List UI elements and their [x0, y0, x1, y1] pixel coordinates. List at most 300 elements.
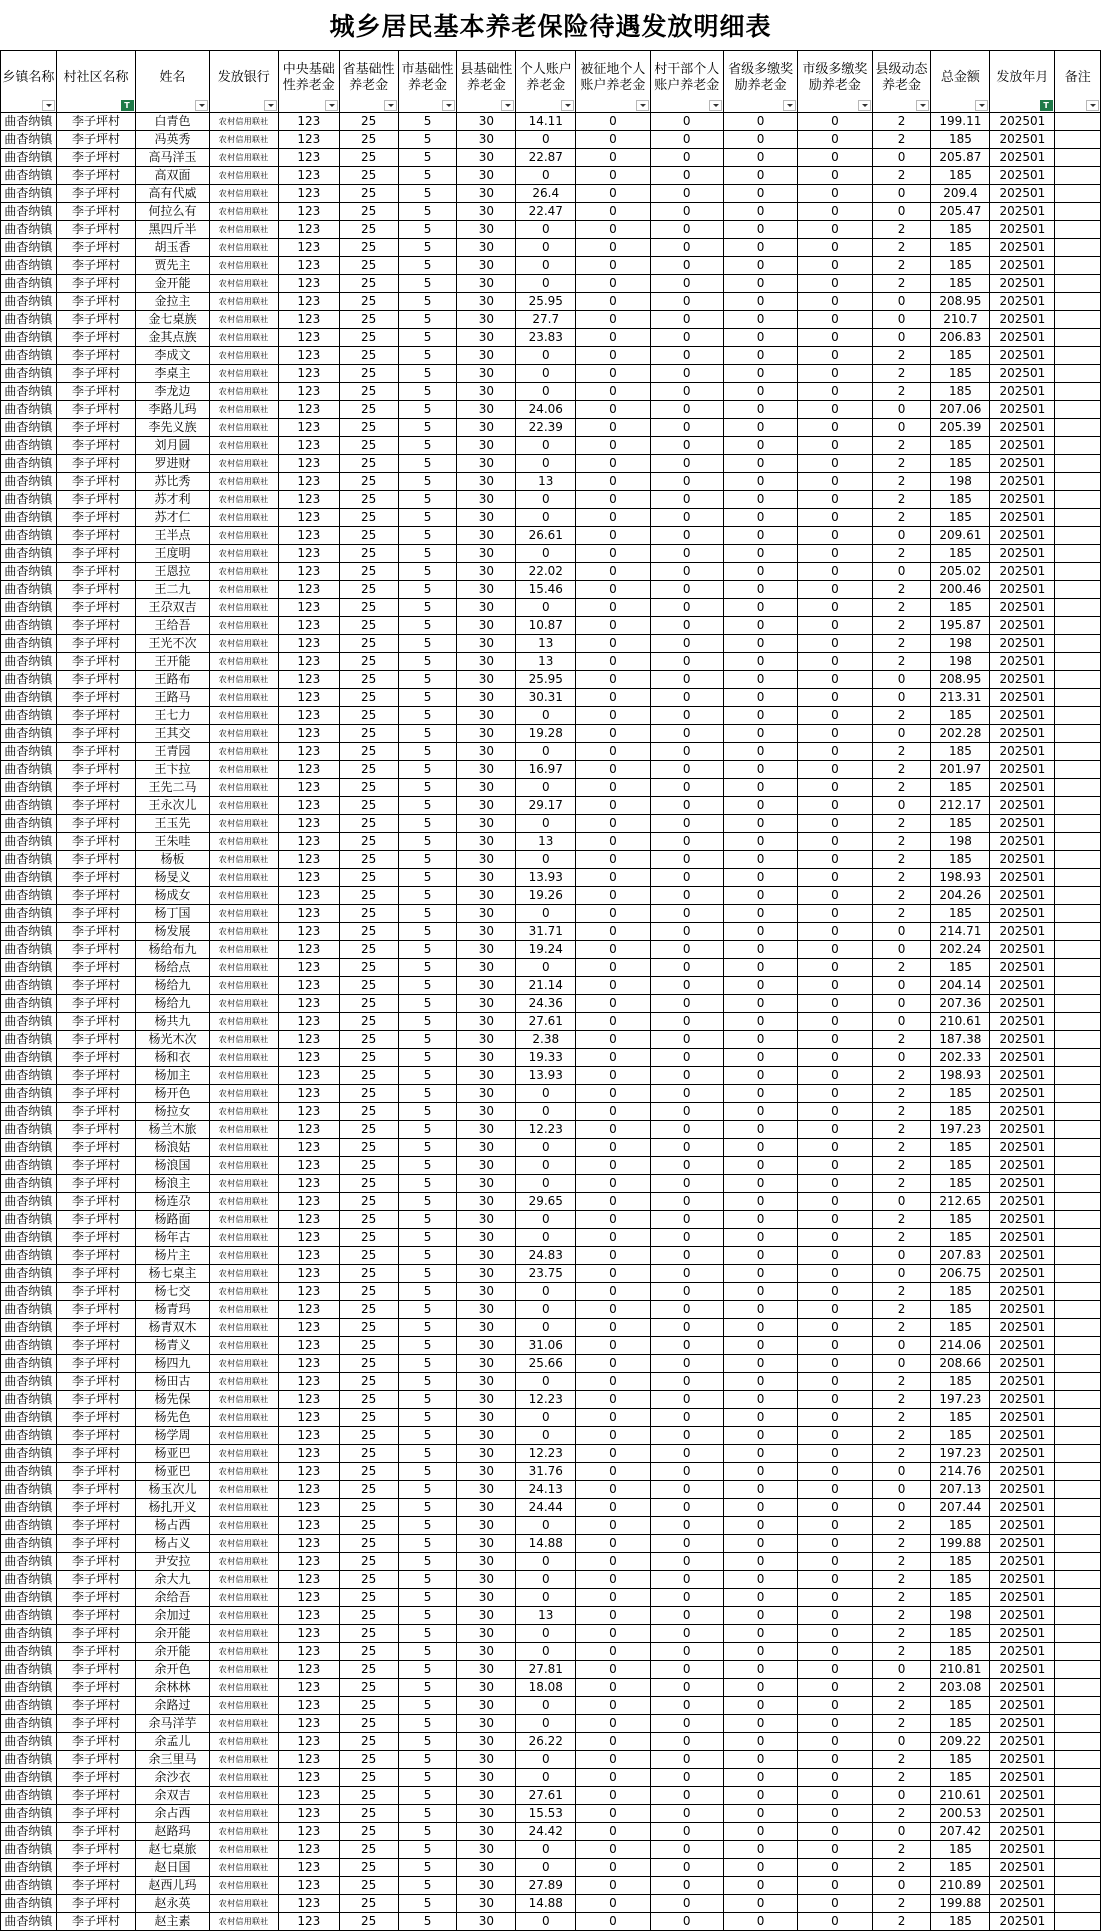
- filter-active-icon[interactable]: [121, 100, 134, 111]
- table-cell[interactable]: 0: [516, 1697, 576, 1715]
- table-cell[interactable]: [1055, 1481, 1101, 1499]
- table-cell[interactable]: 0: [723, 1319, 797, 1337]
- table-cell[interactable]: 杨占西: [136, 1517, 209, 1535]
- table-cell[interactable]: 李子坪村: [56, 995, 136, 1013]
- table-cell[interactable]: 202501: [990, 689, 1055, 707]
- table-cell[interactable]: 0: [576, 1733, 650, 1751]
- table-cell[interactable]: 30: [457, 419, 516, 437]
- table-cell[interactable]: 202501: [990, 1697, 1055, 1715]
- table-cell[interactable]: 123: [278, 455, 339, 473]
- table-cell[interactable]: 0: [650, 725, 723, 743]
- table-cell[interactable]: 202501: [990, 1265, 1055, 1283]
- table-cell[interactable]: 李子坪村: [56, 671, 136, 689]
- table-cell[interactable]: 李子坪村: [56, 1589, 136, 1607]
- table-cell[interactable]: 2: [872, 1103, 931, 1121]
- table-cell[interactable]: 2.38: [516, 1031, 576, 1049]
- table-cell[interactable]: 曲杳纳镇: [1, 743, 57, 761]
- table-cell[interactable]: 2: [872, 239, 931, 257]
- table-cell[interactable]: 123: [278, 1643, 339, 1661]
- table-cell[interactable]: 202501: [990, 1139, 1055, 1157]
- table-cell[interactable]: 25: [339, 1553, 398, 1571]
- table-cell[interactable]: [1055, 185, 1101, 203]
- table-cell[interactable]: 30: [457, 1679, 516, 1697]
- table-cell[interactable]: 曲杳纳镇: [1, 1355, 57, 1373]
- table-cell[interactable]: 25: [339, 1139, 398, 1157]
- table-cell[interactable]: 123: [278, 689, 339, 707]
- table-cell[interactable]: 金其点族: [136, 329, 209, 347]
- table-cell[interactable]: 李子坪村: [56, 1301, 136, 1319]
- table-cell[interactable]: 0: [576, 1301, 650, 1319]
- table-cell[interactable]: 202501: [990, 869, 1055, 887]
- table-cell[interactable]: 0: [516, 1085, 576, 1103]
- table-cell[interactable]: 曲杳纳镇: [1, 653, 57, 671]
- table-cell[interactable]: 0: [576, 1373, 650, 1391]
- table-cell[interactable]: 2: [872, 653, 931, 671]
- table-cell[interactable]: 李子坪村: [56, 167, 136, 185]
- table-cell[interactable]: 5: [398, 1787, 457, 1805]
- table-cell[interactable]: 123: [278, 1391, 339, 1409]
- table-cell[interactable]: 25: [339, 1769, 398, 1787]
- table-cell[interactable]: 5: [398, 1715, 457, 1733]
- table-cell[interactable]: 0: [650, 275, 723, 293]
- table-cell[interactable]: 0: [723, 1427, 797, 1445]
- table-cell[interactable]: 王给吾: [136, 617, 209, 635]
- table-cell[interactable]: 5: [398, 1085, 457, 1103]
- table-cell[interactable]: 25: [339, 1373, 398, 1391]
- table-cell[interactable]: 刘月圆: [136, 437, 209, 455]
- table-cell[interactable]: 曲杳纳镇: [1, 1751, 57, 1769]
- table-cell[interactable]: 123: [278, 833, 339, 851]
- table-cell[interactable]: 李子坪村: [56, 1373, 136, 1391]
- table-cell[interactable]: 0: [650, 941, 723, 959]
- table-cell[interactable]: 0: [650, 329, 723, 347]
- table-cell[interactable]: 30: [457, 1877, 516, 1895]
- table-cell[interactable]: 123: [278, 1283, 339, 1301]
- table-cell[interactable]: 农村信用联社: [209, 1373, 278, 1391]
- table-cell[interactable]: 0: [650, 689, 723, 707]
- table-cell[interactable]: 农村信用联社: [209, 1715, 278, 1733]
- table-cell[interactable]: 0: [576, 347, 650, 365]
- table-cell[interactable]: 30: [457, 527, 516, 545]
- table-cell[interactable]: 2: [872, 491, 931, 509]
- table-cell[interactable]: 0: [723, 455, 797, 473]
- table-cell[interactable]: 农村信用联社: [209, 1535, 278, 1553]
- table-cell[interactable]: 25: [339, 1661, 398, 1679]
- table-cell[interactable]: 25: [339, 275, 398, 293]
- table-cell[interactable]: 0: [798, 1085, 872, 1103]
- table-cell[interactable]: 0: [650, 977, 723, 995]
- table-cell[interactable]: 0: [723, 887, 797, 905]
- table-cell[interactable]: 209.61: [931, 527, 990, 545]
- table-cell[interactable]: 杨发展: [136, 923, 209, 941]
- table-cell[interactable]: 0: [576, 635, 650, 653]
- table-cell[interactable]: 0: [872, 419, 931, 437]
- table-cell[interactable]: 123: [278, 563, 339, 581]
- table-cell[interactable]: 0: [576, 1085, 650, 1103]
- table-cell[interactable]: 30: [457, 1481, 516, 1499]
- table-cell[interactable]: 5: [398, 1049, 457, 1067]
- table-cell[interactable]: 农村信用联社: [209, 1085, 278, 1103]
- table-cell[interactable]: 曲杳纳镇: [1, 509, 57, 527]
- table-cell[interactable]: 0: [576, 653, 650, 671]
- table-cell[interactable]: 0: [650, 617, 723, 635]
- table-cell[interactable]: 5: [398, 131, 457, 149]
- table-cell[interactable]: 李子坪村: [56, 1337, 136, 1355]
- table-cell[interactable]: 2: [872, 1175, 931, 1193]
- table-cell[interactable]: 0: [576, 1211, 650, 1229]
- table-cell[interactable]: 202501: [990, 527, 1055, 545]
- table-cell[interactable]: 5: [398, 1517, 457, 1535]
- table-cell[interactable]: 农村信用联社: [209, 419, 278, 437]
- table-cell[interactable]: 0: [650, 581, 723, 599]
- table-cell[interactable]: 202501: [990, 923, 1055, 941]
- table-cell[interactable]: 25: [339, 1355, 398, 1373]
- table-cell[interactable]: 123: [278, 1103, 339, 1121]
- table-cell[interactable]: 202501: [990, 1049, 1055, 1067]
- table-cell[interactable]: 李子坪村: [56, 1085, 136, 1103]
- table-cell[interactable]: [1055, 1031, 1101, 1049]
- table-cell[interactable]: 2: [872, 1715, 931, 1733]
- table-cell[interactable]: 曲杳纳镇: [1, 1841, 57, 1859]
- table-cell[interactable]: 185: [931, 1859, 990, 1877]
- table-cell[interactable]: 30: [457, 1175, 516, 1193]
- table-cell[interactable]: 杨亚巴: [136, 1463, 209, 1481]
- table-cell[interactable]: 曲杳纳镇: [1, 329, 57, 347]
- table-cell[interactable]: 李子坪村: [56, 527, 136, 545]
- table-cell[interactable]: 214.06: [931, 1337, 990, 1355]
- table-cell[interactable]: 25: [339, 1409, 398, 1427]
- table-cell[interactable]: 0: [723, 761, 797, 779]
- table-cell[interactable]: 5: [398, 1265, 457, 1283]
- table-cell[interactable]: 202501: [990, 113, 1055, 131]
- table-cell[interactable]: 22.39: [516, 419, 576, 437]
- table-cell[interactable]: 0: [576, 671, 650, 689]
- table-cell[interactable]: 曲杳纳镇: [1, 617, 57, 635]
- table-cell[interactable]: 农村信用联社: [209, 761, 278, 779]
- table-cell[interactable]: 123: [278, 1355, 339, 1373]
- table-cell[interactable]: 0: [650, 1607, 723, 1625]
- table-cell[interactable]: 25: [339, 491, 398, 509]
- table-cell[interactable]: 农村信用联社: [209, 347, 278, 365]
- table-cell[interactable]: 农村信用联社: [209, 1103, 278, 1121]
- table-cell[interactable]: 0: [723, 1787, 797, 1805]
- table-cell[interactable]: 0: [872, 563, 931, 581]
- table-cell[interactable]: 2: [872, 1913, 931, 1931]
- table-cell[interactable]: 农村信用联社: [209, 869, 278, 887]
- table-cell[interactable]: 农村信用联社: [209, 1193, 278, 1211]
- table-cell[interactable]: 123: [278, 1175, 339, 1193]
- table-cell[interactable]: 曲杳纳镇: [1, 311, 57, 329]
- table-cell[interactable]: 曲杳纳镇: [1, 527, 57, 545]
- table-cell[interactable]: 24.83: [516, 1247, 576, 1265]
- table-cell[interactable]: 李子坪村: [56, 1193, 136, 1211]
- table-cell[interactable]: 30: [457, 221, 516, 239]
- table-cell[interactable]: 0: [723, 977, 797, 995]
- table-cell[interactable]: 0: [576, 257, 650, 275]
- table-cell[interactable]: 李子坪村: [56, 1139, 136, 1157]
- table-cell[interactable]: 5: [398, 1553, 457, 1571]
- table-cell[interactable]: 202501: [990, 617, 1055, 635]
- table-cell[interactable]: 李子坪村: [56, 419, 136, 437]
- table-cell[interactable]: 曲杳纳镇: [1, 365, 57, 383]
- table-cell[interactable]: 2: [872, 707, 931, 725]
- table-cell[interactable]: 0: [576, 779, 650, 797]
- filter-dropdown-icon[interactable]: [636, 100, 649, 111]
- table-cell[interactable]: 0: [650, 1517, 723, 1535]
- table-cell[interactable]: 31.06: [516, 1337, 576, 1355]
- table-cell[interactable]: 0: [576, 1913, 650, 1931]
- table-cell[interactable]: 0: [516, 221, 576, 239]
- table-cell[interactable]: 李子坪村: [56, 1553, 136, 1571]
- table-cell[interactable]: 农村信用联社: [209, 293, 278, 311]
- table-cell[interactable]: 123: [278, 1607, 339, 1625]
- table-cell[interactable]: 19.26: [516, 887, 576, 905]
- table-cell[interactable]: 202501: [990, 131, 1055, 149]
- table-cell[interactable]: 王光不次: [136, 635, 209, 653]
- table-cell[interactable]: 李子坪村: [56, 1877, 136, 1895]
- table-cell[interactable]: 杨连尕: [136, 1193, 209, 1211]
- table-cell[interactable]: 0: [650, 923, 723, 941]
- table-cell[interactable]: 14.11: [516, 113, 576, 131]
- table-cell[interactable]: 25: [339, 167, 398, 185]
- table-cell[interactable]: 曲杳纳镇: [1, 1265, 57, 1283]
- table-cell[interactable]: 0: [650, 1103, 723, 1121]
- table-cell[interactable]: 2: [872, 1697, 931, 1715]
- table-cell[interactable]: 202501: [990, 1499, 1055, 1517]
- table-cell[interactable]: 曲杳纳镇: [1, 977, 57, 995]
- table-cell[interactable]: 0: [576, 1805, 650, 1823]
- table-cell[interactable]: 0: [723, 833, 797, 851]
- table-cell[interactable]: 185: [931, 545, 990, 563]
- table-cell[interactable]: 0: [723, 1733, 797, 1751]
- table-cell[interactable]: 曲杳纳镇: [1, 905, 57, 923]
- table-cell[interactable]: [1055, 1085, 1101, 1103]
- table-cell[interactable]: 207.44: [931, 1499, 990, 1517]
- table-cell[interactable]: 30: [457, 1121, 516, 1139]
- table-cell[interactable]: 0: [798, 581, 872, 599]
- table-cell[interactable]: 25: [339, 1787, 398, 1805]
- table-cell[interactable]: 2: [872, 851, 931, 869]
- table-cell[interactable]: 李子坪村: [56, 887, 136, 905]
- table-cell[interactable]: 0: [516, 1769, 576, 1787]
- table-cell[interactable]: 0: [516, 1229, 576, 1247]
- table-cell[interactable]: 26.22: [516, 1733, 576, 1751]
- table-cell[interactable]: [1055, 1445, 1101, 1463]
- table-cell[interactable]: [1055, 1103, 1101, 1121]
- table-cell[interactable]: 0: [516, 743, 576, 761]
- table-cell[interactable]: 0: [516, 455, 576, 473]
- table-cell[interactable]: 25: [339, 1049, 398, 1067]
- table-cell[interactable]: 2: [872, 833, 931, 851]
- table-cell[interactable]: 25: [339, 1499, 398, 1517]
- table-cell[interactable]: 农村信用联社: [209, 455, 278, 473]
- table-cell[interactable]: 李子坪村: [56, 365, 136, 383]
- table-cell[interactable]: 0: [650, 779, 723, 797]
- table-cell[interactable]: 曲杳纳镇: [1, 1409, 57, 1427]
- table-cell[interactable]: 余开能: [136, 1643, 209, 1661]
- table-cell[interactable]: 5: [398, 1571, 457, 1589]
- table-cell[interactable]: 123: [278, 1859, 339, 1877]
- table-cell[interactable]: 185: [931, 455, 990, 473]
- table-cell[interactable]: 曲杳纳镇: [1, 671, 57, 689]
- table-cell[interactable]: 197.23: [931, 1445, 990, 1463]
- table-cell[interactable]: 5: [398, 887, 457, 905]
- table-cell[interactable]: 曲杳纳镇: [1, 1769, 57, 1787]
- table-cell[interactable]: [1055, 743, 1101, 761]
- table-cell[interactable]: 185: [931, 1319, 990, 1337]
- table-cell[interactable]: 123: [278, 1427, 339, 1445]
- table-cell[interactable]: 0: [798, 455, 872, 473]
- table-cell[interactable]: 曲杳纳镇: [1, 1337, 57, 1355]
- table-cell[interactable]: 李子坪村: [56, 1661, 136, 1679]
- table-cell[interactable]: 123: [278, 1535, 339, 1553]
- table-cell[interactable]: 0: [516, 239, 576, 257]
- table-cell[interactable]: [1055, 1823, 1101, 1841]
- table-cell[interactable]: 李子坪村: [56, 905, 136, 923]
- table-cell[interactable]: 5: [398, 1067, 457, 1085]
- table-cell[interactable]: 25: [339, 257, 398, 275]
- table-cell[interactable]: 5: [398, 167, 457, 185]
- table-cell[interactable]: 25: [339, 851, 398, 869]
- table-cell[interactable]: 123: [278, 149, 339, 167]
- table-cell[interactable]: 0: [516, 1283, 576, 1301]
- table-cell[interactable]: 0: [798, 545, 872, 563]
- table-cell[interactable]: 185: [931, 1517, 990, 1535]
- table-cell[interactable]: 0: [798, 1715, 872, 1733]
- table-cell[interactable]: 5: [398, 599, 457, 617]
- table-cell[interactable]: 王度明: [136, 545, 209, 563]
- table-cell[interactable]: 0: [650, 1121, 723, 1139]
- table-cell[interactable]: 曲杳纳镇: [1, 1121, 57, 1139]
- table-cell[interactable]: 0: [516, 1751, 576, 1769]
- table-cell[interactable]: 5: [398, 743, 457, 761]
- table-cell[interactable]: 0: [872, 1877, 931, 1895]
- table-cell[interactable]: 5: [398, 1175, 457, 1193]
- table-cell[interactable]: 25: [339, 1427, 398, 1445]
- table-cell[interactable]: 赵路玛: [136, 1823, 209, 1841]
- table-cell[interactable]: 0: [798, 599, 872, 617]
- table-cell[interactable]: 202501: [990, 1589, 1055, 1607]
- table-cell[interactable]: 25: [339, 671, 398, 689]
- table-cell[interactable]: 202501: [990, 455, 1055, 473]
- table-cell[interactable]: 5: [398, 1733, 457, 1751]
- table-cell[interactable]: 杨亚巴: [136, 1445, 209, 1463]
- table-cell[interactable]: 0: [872, 1355, 931, 1373]
- table-cell[interactable]: 2: [872, 1229, 931, 1247]
- table-cell[interactable]: 农村信用联社: [209, 1229, 278, 1247]
- table-cell[interactable]: 5: [398, 1625, 457, 1643]
- table-cell[interactable]: 李子坪村: [56, 725, 136, 743]
- table-cell[interactable]: 0: [576, 1481, 650, 1499]
- table-cell[interactable]: 李子坪村: [56, 221, 136, 239]
- table-cell[interactable]: 0: [723, 293, 797, 311]
- table-cell[interactable]: 李子坪村: [56, 1733, 136, 1751]
- table-cell[interactable]: 曲杳纳镇: [1, 833, 57, 851]
- table-cell[interactable]: 25: [339, 149, 398, 167]
- table-cell[interactable]: 杨片主: [136, 1247, 209, 1265]
- table-cell[interactable]: 202501: [990, 401, 1055, 419]
- table-cell[interactable]: [1055, 1751, 1101, 1769]
- table-cell[interactable]: 202501: [990, 1013, 1055, 1031]
- table-cell[interactable]: 0: [650, 1139, 723, 1157]
- table-cell[interactable]: 23.75: [516, 1265, 576, 1283]
- table-cell[interactable]: 李子坪村: [56, 1481, 136, 1499]
- table-cell[interactable]: 农村信用联社: [209, 329, 278, 347]
- table-cell[interactable]: 0: [723, 1265, 797, 1283]
- table-cell[interactable]: 李子坪村: [56, 1067, 136, 1085]
- table-cell[interactable]: 15.46: [516, 581, 576, 599]
- table-cell[interactable]: 123: [278, 743, 339, 761]
- table-cell[interactable]: 206.83: [931, 329, 990, 347]
- table-cell[interactable]: 29.17: [516, 797, 576, 815]
- table-cell[interactable]: 2: [872, 1319, 931, 1337]
- table-cell[interactable]: 农村信用联社: [209, 689, 278, 707]
- table-cell[interactable]: 0: [516, 1301, 576, 1319]
- table-cell[interactable]: 0: [650, 311, 723, 329]
- table-cell[interactable]: 0: [576, 1535, 650, 1553]
- table-cell[interactable]: 0: [798, 1193, 872, 1211]
- table-cell[interactable]: 123: [278, 347, 339, 365]
- table-cell[interactable]: 0: [723, 1607, 797, 1625]
- table-cell[interactable]: 0: [650, 1067, 723, 1085]
- table-cell[interactable]: [1055, 923, 1101, 941]
- table-cell[interactable]: 0: [650, 1571, 723, 1589]
- table-cell[interactable]: 王玉先: [136, 815, 209, 833]
- table-cell[interactable]: 185: [931, 365, 990, 383]
- table-cell[interactable]: 0: [723, 1481, 797, 1499]
- table-cell[interactable]: 李子坪村: [56, 761, 136, 779]
- table-cell[interactable]: 0: [872, 977, 931, 995]
- table-cell[interactable]: 202501: [990, 203, 1055, 221]
- table-cell[interactable]: 25: [339, 1751, 398, 1769]
- table-cell[interactable]: 205.02: [931, 563, 990, 581]
- table-cell[interactable]: 农村信用联社: [209, 1787, 278, 1805]
- table-cell[interactable]: 212.65: [931, 1193, 990, 1211]
- table-cell[interactable]: 李子坪村: [56, 1841, 136, 1859]
- table-cell[interactable]: 123: [278, 239, 339, 257]
- table-cell[interactable]: 0: [576, 1751, 650, 1769]
- table-cell[interactable]: 0: [516, 815, 576, 833]
- table-cell[interactable]: 13.93: [516, 1067, 576, 1085]
- table-cell[interactable]: [1055, 203, 1101, 221]
- table-cell[interactable]: 0: [576, 851, 650, 869]
- table-cell[interactable]: 25: [339, 617, 398, 635]
- table-cell[interactable]: 0: [516, 275, 576, 293]
- table-cell[interactable]: 202501: [990, 1895, 1055, 1913]
- table-cell[interactable]: [1055, 1139, 1101, 1157]
- table-cell[interactable]: 185: [931, 1715, 990, 1733]
- table-cell[interactable]: 25: [339, 1121, 398, 1139]
- table-cell[interactable]: 185: [931, 509, 990, 527]
- table-cell[interactable]: 曲杳纳镇: [1, 1427, 57, 1445]
- table-cell[interactable]: 0: [723, 671, 797, 689]
- table-cell[interactable]: 0: [723, 1445, 797, 1463]
- table-cell[interactable]: 0: [576, 1679, 650, 1697]
- table-cell[interactable]: 12.23: [516, 1391, 576, 1409]
- table-cell[interactable]: 30: [457, 1769, 516, 1787]
- table-cell[interactable]: [1055, 1355, 1101, 1373]
- table-cell[interactable]: 0: [798, 383, 872, 401]
- table-cell[interactable]: 曲杳纳镇: [1, 869, 57, 887]
- table-cell[interactable]: 0: [798, 1859, 872, 1877]
- table-cell[interactable]: 123: [278, 1625, 339, 1643]
- table-cell[interactable]: 余双吉: [136, 1787, 209, 1805]
- table-cell[interactable]: 25: [339, 1265, 398, 1283]
- table-cell[interactable]: 30: [457, 1445, 516, 1463]
- table-cell[interactable]: 202501: [990, 419, 1055, 437]
- table-cell[interactable]: [1055, 1769, 1101, 1787]
- table-cell[interactable]: 0: [576, 1769, 650, 1787]
